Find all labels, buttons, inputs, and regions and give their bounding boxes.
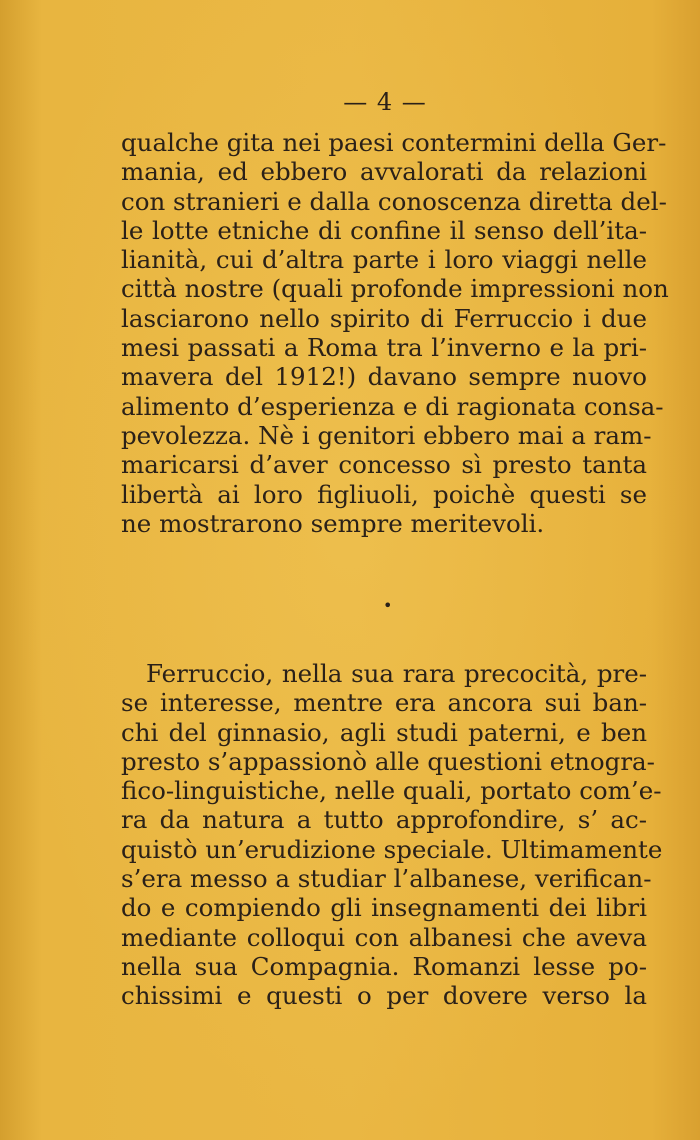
text-line: città nostre (quali profonde impressioni non xyxy=(121,274,669,304)
paragraph-2 xyxy=(121,659,663,1011)
page-number: — 4 — xyxy=(343,88,427,116)
text-line: se interesse, mentre era ancora sui ban- xyxy=(121,688,647,718)
text-line: nella sua Compagnia. Romanzi lesse po- xyxy=(121,951,647,981)
text-line: pevolezza. Nè i genitori ebbero mai a ram- xyxy=(121,420,652,450)
text-line: lianità, cui d’altra parte i loro viaggi nelle xyxy=(121,245,647,275)
text-line: ne mostrarono sempre meritevoli. xyxy=(121,508,545,538)
text-line: qualche gita nei paesi contermini della Ger- xyxy=(121,128,667,157)
text-line: ra da natura a tutto approfondire, s’ ac- xyxy=(121,805,647,835)
text-line: chi del ginnasio, agli studi paterni, e ben xyxy=(121,717,647,747)
text-line: lasciarono nello spirito di Ferruccio i due xyxy=(121,303,647,333)
text-line: mediante colloqui con albanesi che aveva xyxy=(121,922,647,952)
paragraph-1 xyxy=(121,128,669,538)
text-line: s’era messo a studiar l’albanese, verifican- xyxy=(121,864,652,894)
text-line: fico-linguistiche, nelle quali, portato com’e- xyxy=(121,776,662,806)
text-line: mania, ed ebbero avvalorati da relazioni xyxy=(121,157,647,187)
text-line: mavera del 1912!) davano sempre nuovo xyxy=(121,362,647,392)
text-line: chissimi e questi o per dovere verso la xyxy=(121,981,647,1011)
text-line: presto s’appassionò alle questioni etnogra- xyxy=(121,746,655,776)
text-line: alimento d’esperienza e di ragionata consa- xyxy=(121,391,664,421)
text-line: con stranieri e dalla conoscenza diretta del- xyxy=(121,186,667,216)
text-line: le lotte etniche di confine il senso dell’ita- xyxy=(121,215,647,245)
text-line: quistò un’erudizione speciale. Ultimamente xyxy=(121,834,663,864)
text-line: Ferruccio, nella sua rara precocità, pre- xyxy=(146,659,647,688)
section-separator: • xyxy=(383,596,393,615)
text-line: maricarsi d’aver concesso sì presto tanta xyxy=(121,450,647,480)
text-line: libertà ai loro figliuoli, poichè questi se xyxy=(121,479,647,509)
text-line: do e compiendo gli insegnamenti dei libri xyxy=(121,893,647,923)
text-line: mesi passati a Roma tra l’inverno e la pri- xyxy=(121,333,647,363)
